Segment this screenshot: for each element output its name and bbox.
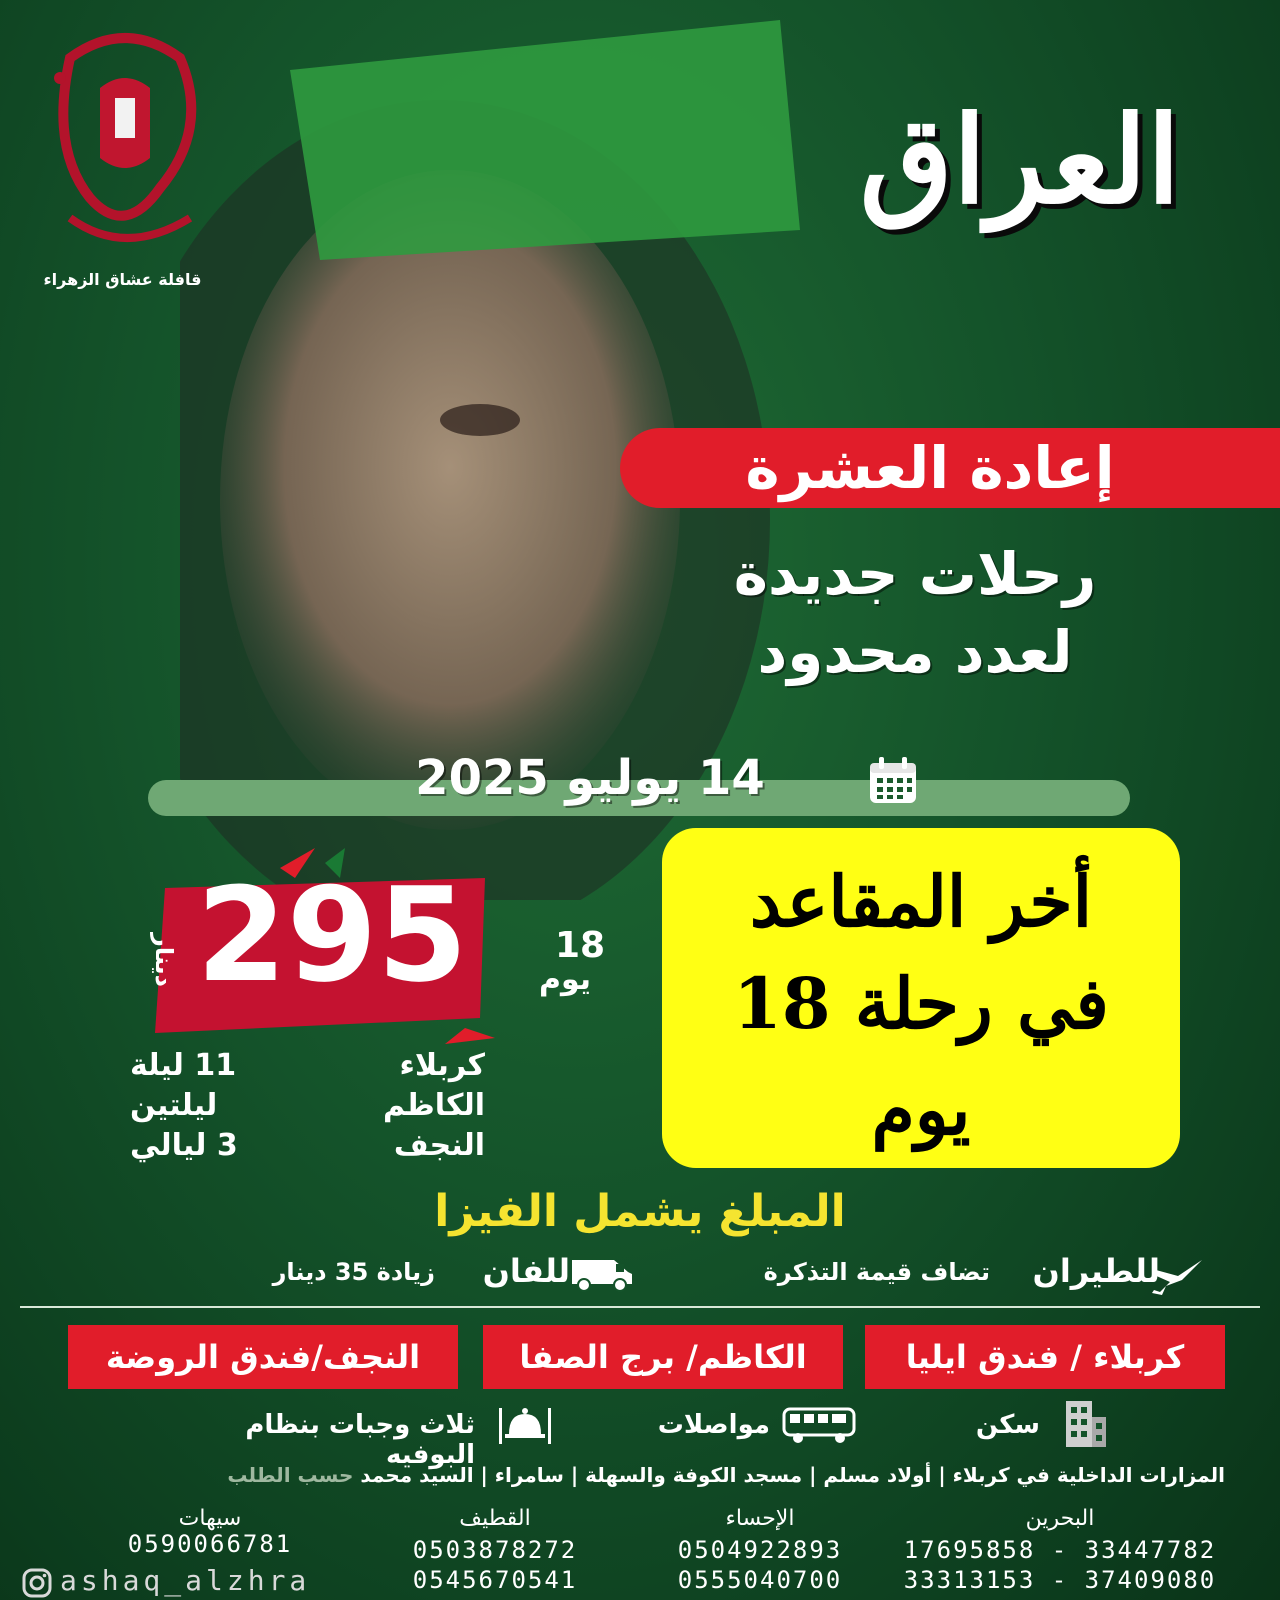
- contact-phone[interactable]: 33313153 - 37409080: [903, 1566, 1217, 1594]
- headline-line-2: لعدد محدود: [757, 618, 1073, 686]
- stay-row: [130, 1128, 485, 1164]
- bus-icon: [782, 1405, 856, 1445]
- stay-city: الكاظم: [382, 1088, 485, 1123]
- instagram-icon: [22, 1568, 52, 1598]
- brand-logo: [30, 18, 220, 278]
- trip-days-number: 18: [554, 925, 606, 966]
- contact-region-bahrain: البحرين: [1025, 1506, 1095, 1531]
- price-currency: دينار: [150, 933, 178, 987]
- visits-places: المزارات الداخلية في كربلاء | أولاد مسلم | مسجد الكوفة والسهلة | سامراء | السيد محمد: [360, 1463, 1225, 1487]
- title-country: العراق: [859, 90, 1181, 231]
- last-seats-line-1: أخر المقاعد: [749, 860, 1093, 943]
- van-icon: [570, 1252, 634, 1292]
- contact-phone[interactable]: 17695858 - 33447782: [903, 1536, 1217, 1564]
- stay-city: كربلاء: [399, 1048, 485, 1083]
- visits-on-request: حسب الطلب: [227, 1463, 354, 1487]
- flight-note: تضاف قيمة التذكرة: [763, 1258, 990, 1286]
- last-seats-line-2: في رحلة 18: [733, 962, 1109, 1045]
- contact-phone[interactable]: 0590066781: [127, 1530, 293, 1558]
- hotel-kadhimiya: الكاظم/ برج الصفا: [483, 1325, 843, 1389]
- service-meals: ثلاث وجبات بنظام البوفيه: [245, 1410, 475, 1470]
- price-amount: 295: [196, 859, 468, 1011]
- contact-region-ahsa: الإحساء: [725, 1506, 795, 1531]
- headline-line-1: رحلات جديدة: [733, 540, 1097, 608]
- stay-city: النجف: [393, 1128, 485, 1163]
- stay-nights: 11 ليلة: [130, 1048, 237, 1083]
- contact-phone[interactable]: 0555040700: [677, 1566, 843, 1594]
- divider: [20, 1306, 1260, 1308]
- van-label: للفان: [482, 1252, 570, 1290]
- hotel-icon: [1062, 1397, 1110, 1449]
- trip-days-word: يوم: [538, 962, 592, 997]
- calendar-icon: [867, 755, 919, 805]
- service-transport: مواصلات: [657, 1410, 770, 1440]
- contact-phone[interactable]: 0503878272: [412, 1536, 578, 1564]
- flight-label: للطيران: [1032, 1252, 1160, 1290]
- last-seats-line-3: يوم: [871, 1068, 971, 1151]
- visa-note: المبلغ يشمل الفيزا: [434, 1186, 846, 1237]
- visits-list: [60, 1463, 1225, 1487]
- service-housing: سكن: [975, 1410, 1040, 1440]
- stay-nights: ليلتين: [130, 1088, 218, 1123]
- stay-row: [130, 1048, 485, 1084]
- stay-nights: 3 ليالي: [130, 1128, 238, 1163]
- trip-date: 14 يوليو 2025: [415, 750, 765, 806]
- hotel-karbala: كربلاء / فندق ايليا: [865, 1325, 1225, 1389]
- contact-region-qatif: القطيف: [459, 1506, 531, 1531]
- contact-region-saihat: سيهات: [178, 1506, 242, 1531]
- hotel-najaf: النجف/فندق الروضة: [68, 1325, 458, 1389]
- instagram-handle[interactable]: ashaq_alzhra: [60, 1564, 311, 1597]
- contact-phone[interactable]: 0545670541: [412, 1566, 578, 1594]
- van-note: زيادة 35 دينار: [272, 1258, 435, 1286]
- logo-caption: قافلة عشاق الزهراء: [43, 270, 202, 289]
- stay-row: [130, 1088, 485, 1124]
- red-band-text: إعادة العشرة: [745, 434, 1115, 502]
- meal-icon: [495, 1400, 555, 1448]
- contact-phone[interactable]: 0504922893: [677, 1536, 843, 1564]
